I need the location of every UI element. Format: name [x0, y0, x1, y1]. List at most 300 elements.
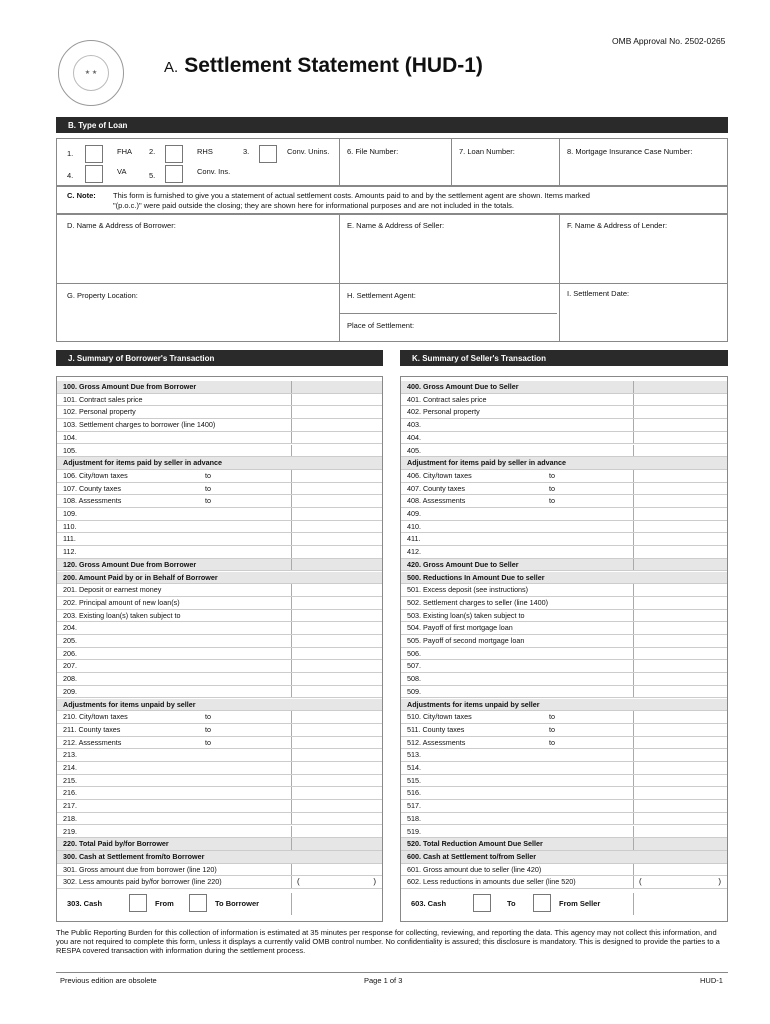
- amount-field[interactable]: [633, 673, 727, 685]
- note-label: C. Note:: [67, 191, 96, 200]
- opt2-num: 2.: [149, 147, 156, 156]
- amount-field[interactable]: [633, 622, 727, 634]
- previous-edition: Previous edition are obsolete: [60, 976, 157, 985]
- to-label: to: [549, 712, 555, 722]
- amount-field[interactable]: [291, 432, 382, 444]
- amount-field[interactable]: [291, 508, 382, 520]
- line-item: [57, 737, 382, 750]
- line-item: [401, 660, 727, 673]
- note-box: [56, 186, 728, 214]
- conv-unins-label: Conv. Unins.: [287, 147, 330, 156]
- to-label: to: [549, 724, 555, 734]
- line-item: [57, 673, 382, 686]
- title-text: Settlement Statement (HUD-1): [184, 54, 483, 77]
- line-item: [57, 610, 382, 623]
- section-b-bar: B. Type of Loan: [56, 117, 728, 133]
- amount-field[interactable]: [633, 724, 727, 736]
- line-item: [401, 686, 727, 699]
- loan-number-field[interactable]: 7. Loan Number:: [459, 147, 515, 156]
- line-item: [57, 495, 382, 508]
- amount-field[interactable]: [633, 660, 727, 672]
- line-item: [401, 737, 727, 750]
- line-item-label: 206.: [63, 648, 77, 658]
- line-item-label: 404.: [407, 432, 421, 442]
- line-item: [401, 864, 727, 877]
- amount-field[interactable]: [291, 826, 382, 838]
- amount-field[interactable]: [291, 622, 382, 634]
- amount-field[interactable]: [291, 584, 382, 596]
- amount-field[interactable]: [633, 521, 727, 533]
- paren-open: (: [639, 877, 642, 887]
- line-item: [57, 546, 382, 559]
- borrower-summary-table: [56, 376, 383, 922]
- line-item: [401, 445, 727, 458]
- line-item: [57, 521, 382, 534]
- omb-approval: OMB Approval No. 2502-0265: [612, 36, 726, 46]
- amount-field[interactable]: [291, 381, 382, 393]
- amount-field[interactable]: [633, 483, 727, 495]
- line-item-label: 601. Gross amount due to seller (line 420): [407, 864, 542, 874]
- line-item-label: 218.: [63, 813, 77, 823]
- amount-field[interactable]: [633, 533, 727, 545]
- line-item-label: 100. Gross Amount Due from Borrower: [63, 382, 197, 391]
- line-item-label: 214.: [63, 763, 77, 772]
- line-item: [57, 432, 382, 445]
- line-item-label: 109.: [63, 509, 77, 518]
- cash-row: [401, 893, 727, 915]
- paren-open: (: [297, 877, 300, 887]
- note-line1: This form is furnished to give you a statement of actual settlement costs. Amounts paid to and by the settlement agent are shown. Items marked: [113, 191, 590, 200]
- line-item-label: 406. City/town taxes: [407, 470, 472, 480]
- cash-amount-field[interactable]: [633, 893, 727, 915]
- amount-field[interactable]: [633, 406, 727, 418]
- line-item: [57, 584, 382, 597]
- line-item-label: 301. Gross amount due from borrower (line 120): [63, 864, 217, 874]
- line-item: [401, 622, 727, 635]
- amount-field[interactable]: [291, 762, 382, 774]
- amount-field[interactable]: [291, 648, 382, 660]
- line-item-label: 410.: [407, 521, 421, 531]
- line-item: [57, 635, 382, 648]
- line-item-label: 510. City/town taxes: [407, 712, 472, 722]
- line-item-label: 112.: [63, 547, 77, 557]
- form-id: HUD-1: [700, 976, 723, 985]
- line-item-label: 506.: [407, 648, 421, 658]
- line-item-label: 600. Cash at Settlement to/from Seller: [407, 851, 537, 861]
- amount-field[interactable]: [633, 470, 727, 482]
- line-item: [401, 813, 727, 826]
- amount-field[interactable]: [633, 394, 727, 406]
- borrower-summary-bar: J. Summary of Borrower's Transaction: [56, 350, 383, 366]
- amount-field[interactable]: [291, 521, 382, 533]
- amount-field[interactable]: [291, 546, 382, 558]
- amount-field[interactable]: [633, 864, 727, 876]
- amount-field[interactable]: [291, 813, 382, 825]
- amount-field[interactable]: [633, 597, 727, 609]
- line-item-label: 408. Assessments: [407, 496, 466, 506]
- line-item-label: 515.: [407, 775, 421, 785]
- line-item: [401, 495, 727, 508]
- line-item-label: 517.: [407, 801, 421, 811]
- line-item-label: 108. Assessments: [63, 496, 122, 506]
- amount-field[interactable]: [633, 508, 727, 520]
- line-item: [401, 572, 727, 585]
- amount-field[interactable]: [633, 762, 727, 774]
- line-item-label: Adjustments for items unpaid by seller: [63, 699, 196, 709]
- line-item: [401, 406, 727, 419]
- note-line2: "(p.o.c.)" were paid outside the closing; they are shown here for informational purposes and are not included in the totals.: [113, 201, 514, 210]
- line-item-label: 412.: [407, 547, 421, 557]
- cash-amount-field[interactable]: [291, 893, 382, 915]
- seller-summary-table: [400, 376, 728, 922]
- line-item: [401, 749, 727, 762]
- conv-ins-checkbox[interactable]: [165, 165, 183, 183]
- page-number: Page 1 of 3: [364, 976, 403, 985]
- amount-field[interactable]: [633, 432, 727, 444]
- amount-field[interactable]: [291, 711, 382, 723]
- line-item-label: 407. County taxes: [407, 483, 465, 493]
- line-item-label: 516.: [407, 788, 421, 798]
- parties-box: [56, 214, 728, 342]
- line-item: [401, 597, 727, 610]
- amount-field[interactable]: [291, 406, 382, 418]
- amount-field[interactable]: [291, 419, 382, 431]
- amount-field[interactable]: [291, 876, 382, 888]
- line-item: [57, 699, 382, 712]
- line-item-label: 401. Contract sales price: [407, 394, 487, 404]
- line-item-label: 213.: [63, 750, 77, 760]
- line-item: [57, 381, 382, 394]
- line-item-label: Adjustments for items unpaid by seller: [407, 699, 540, 709]
- to-borrower-label: To Borrower: [215, 899, 260, 908]
- line-item-label: Adjustment for items paid by seller in advance: [63, 458, 222, 468]
- line-item-label: 602. Less reductions in amounts due seller (line 520): [407, 877, 576, 887]
- line-item: [57, 445, 382, 458]
- line-item: [401, 775, 727, 788]
- place-of-settlement-field[interactable]: Place of Settlement:: [347, 321, 415, 330]
- line-item: [57, 508, 382, 521]
- to-label: To: [507, 899, 516, 908]
- line-item-label: 209.: [63, 686, 77, 696]
- conv-unins-checkbox[interactable]: [259, 145, 277, 163]
- amount-field[interactable]: [633, 838, 727, 850]
- line-item-label: 106. City/town taxes: [63, 470, 128, 480]
- amount-field[interactable]: [633, 635, 727, 647]
- line-item-label: 110.: [63, 521, 77, 531]
- to-label: to: [205, 724, 211, 734]
- amount-field[interactable]: [291, 394, 382, 406]
- cash-to-checkbox[interactable]: [189, 894, 207, 912]
- line-item-label: 211. County taxes: [63, 724, 121, 734]
- amount-field[interactable]: [633, 559, 727, 571]
- line-item: [57, 660, 382, 673]
- line-item-label: 403.: [407, 420, 421, 430]
- paren-close: ): [373, 877, 376, 887]
- line-item-label: 202. Principal amount of new loan(s): [63, 597, 180, 607]
- to-label: to: [549, 737, 555, 747]
- line-item-label: 512. Assessments: [407, 737, 466, 747]
- line-item-label: 509.: [407, 686, 421, 696]
- cash-label: 603. Cash: [411, 899, 447, 908]
- fha-label: FHA: [117, 147, 132, 156]
- line-item-label: 405.: [407, 445, 421, 455]
- line-item: [401, 711, 727, 724]
- amount-field[interactable]: [633, 749, 727, 761]
- amount-field[interactable]: [633, 775, 727, 787]
- line-item-label: 400. Gross Amount Due to Seller: [407, 382, 519, 391]
- line-item: [401, 457, 727, 470]
- line-item: [401, 610, 727, 623]
- amount-field[interactable]: [291, 800, 382, 812]
- line-item: [401, 559, 727, 572]
- va-checkbox[interactable]: [85, 165, 103, 183]
- amount-field[interactable]: [633, 800, 727, 812]
- cash-to-checkbox[interactable]: [473, 894, 491, 912]
- amount-field[interactable]: [633, 610, 727, 622]
- opt5-num: 5.: [149, 171, 156, 180]
- line-item-label: 220. Total Paid by/for Borrower: [63, 839, 169, 849]
- to-label: to: [205, 470, 211, 480]
- line-item-label: 200. Amount Paid by or in Behalf of Borrower: [63, 572, 218, 582]
- amount-field[interactable]: [633, 584, 727, 596]
- amount-field[interactable]: [291, 724, 382, 736]
- amount-field[interactable]: [291, 445, 382, 457]
- line-item-label: 203. Existing loan(s) taken subject to: [63, 610, 181, 620]
- line-item-label: 302. Less amounts paid by/for borrower (line 220): [63, 877, 222, 887]
- line-item-label: 519.: [407, 826, 421, 836]
- line-item: [57, 864, 382, 877]
- amount-field[interactable]: [291, 838, 382, 850]
- line-item: [57, 800, 382, 813]
- opt4-num: 4.: [67, 171, 74, 180]
- rhs-label: RHS: [197, 147, 213, 156]
- borrower-field[interactable]: D. Name & Address of Borrower:: [67, 221, 176, 230]
- line-item-label: 103. Settlement charges to borrower (line 1400): [63, 420, 216, 430]
- amount-field[interactable]: [291, 737, 382, 749]
- line-item: [401, 533, 727, 546]
- line-item: [401, 800, 727, 813]
- line-item-label: 504. Payoff of first mortgage loan: [407, 623, 513, 633]
- to-label: to: [205, 712, 211, 722]
- amount-field[interactable]: [633, 787, 727, 799]
- amount-field[interactable]: [633, 419, 727, 431]
- amount-field[interactable]: [291, 483, 382, 495]
- line-item: [401, 394, 727, 407]
- line-item-label: 219.: [63, 826, 77, 836]
- line-item: [57, 648, 382, 661]
- to-label: to: [549, 470, 555, 480]
- line-item-label: 402. Personal property: [407, 407, 480, 417]
- va-label: VA: [117, 167, 127, 176]
- amount-field[interactable]: [291, 749, 382, 761]
- cash-from-checkbox[interactable]: [533, 894, 551, 912]
- line-item-label: 503. Existing loan(s) taken subject to: [407, 610, 525, 620]
- amount-field[interactable]: [291, 775, 382, 787]
- line-item: [57, 762, 382, 775]
- amount-field[interactable]: [291, 686, 382, 698]
- line-item-label: 210. City/town taxes: [63, 712, 128, 722]
- amount-field[interactable]: [291, 635, 382, 647]
- line-item: [401, 432, 727, 445]
- lender-field[interactable]: F. Name & Address of Lender:: [567, 221, 668, 230]
- hud-seal-logo: [58, 40, 124, 106]
- amount-field[interactable]: [633, 711, 727, 723]
- line-item: [57, 533, 382, 546]
- seal-icon: ★ ★: [73, 55, 109, 91]
- page-title: [164, 54, 483, 78]
- loan-type-box: [56, 138, 728, 186]
- seller-summary-bar: K. Summary of Seller's Transaction: [400, 350, 728, 366]
- line-item-label: 212. Assessments: [63, 737, 122, 747]
- settlement-agent-field[interactable]: H. Settlement Agent:: [347, 291, 416, 300]
- seller-field[interactable]: E. Name & Address of Seller:: [347, 221, 445, 230]
- line-item-label: 513.: [407, 750, 421, 760]
- line-item-label: 207.: [63, 661, 77, 671]
- to-label: to: [205, 496, 211, 506]
- line-item-label: 411.: [407, 534, 421, 544]
- amount-field[interactable]: [633, 737, 727, 749]
- line-item: [57, 838, 382, 851]
- line-item: [401, 584, 727, 597]
- line-item-label: 111.: [63, 534, 76, 544]
- amount-field[interactable]: [633, 648, 727, 660]
- line-item: [401, 851, 727, 864]
- line-item: [57, 711, 382, 724]
- line-item: [401, 826, 727, 839]
- amount-field[interactable]: [291, 864, 382, 876]
- amount-field[interactable]: [633, 495, 727, 507]
- line-item: [401, 762, 727, 775]
- amount-field[interactable]: [291, 597, 382, 609]
- line-item: [57, 483, 382, 496]
- line-item: [57, 813, 382, 826]
- amount-field[interactable]: [633, 546, 727, 558]
- opt3-num: 3.: [243, 147, 250, 156]
- line-item-label: 204.: [63, 623, 77, 633]
- line-item-label: 215.: [63, 775, 77, 785]
- line-item-label: Adjustment for items paid by seller in advance: [407, 458, 566, 468]
- line-item: [57, 826, 382, 839]
- amount-field[interactable]: [633, 826, 727, 838]
- amount-field[interactable]: [291, 660, 382, 672]
- line-item-label: 101. Contract sales price: [63, 394, 143, 404]
- fha-checkbox[interactable]: [85, 145, 103, 163]
- amount-field[interactable]: [291, 610, 382, 622]
- amount-field[interactable]: [291, 787, 382, 799]
- line-item: [401, 470, 727, 483]
- line-item: [57, 724, 382, 737]
- from-label: From: [155, 899, 174, 908]
- line-item-label: 216.: [63, 788, 77, 798]
- line-item: [401, 699, 727, 712]
- line-item-label: 201. Deposit or earnest money: [63, 585, 162, 595]
- rhs-checkbox[interactable]: [165, 145, 183, 163]
- opt1-num: 1.: [67, 149, 74, 158]
- line-item-label: 120. Gross Amount Due from Borrower: [63, 559, 197, 569]
- conv-ins-label: Conv. Ins.: [197, 167, 231, 176]
- line-item: [401, 787, 727, 800]
- cash-from-checkbox[interactable]: [129, 894, 147, 912]
- burden-statement: The Public Reporting Burden for this collection of information is estimated at 35 minutes per response for collecting, reviewing, and reporting the data. This agency may not collect this information, and you are not required to complete this form, unless it displays a currently valid OMB control number. No confidentiality is assured; this disclosure is mandatory. This is designed to provide the parties to a RESPA covered transaction with information during the settlement process.: [56, 928, 720, 955]
- line-item: [401, 724, 727, 737]
- amount-field[interactable]: [291, 470, 382, 482]
- line-item: [57, 419, 382, 432]
- line-item: [401, 546, 727, 559]
- to-label: to: [205, 737, 211, 747]
- amount-field[interactable]: [633, 381, 727, 393]
- amount-field[interactable]: [633, 813, 727, 825]
- paren-close: ): [718, 877, 721, 887]
- line-item: [57, 470, 382, 483]
- amount-field[interactable]: [291, 495, 382, 507]
- to-label: to: [549, 496, 555, 506]
- to-label: to: [205, 483, 211, 493]
- line-item: [401, 648, 727, 661]
- line-item-label: 520. Total Reduction Amount Due Seller: [407, 839, 543, 849]
- line-item-label: 300. Cash at Settlement from/to Borrower: [63, 851, 205, 861]
- line-item-label: 505. Payoff of second mortgage loan: [407, 636, 525, 645]
- line-item-label: 507.: [407, 661, 421, 671]
- line-item: [401, 635, 727, 648]
- line-item-label: 107. County taxes: [63, 483, 121, 493]
- line-item: [401, 381, 727, 394]
- line-item: [401, 508, 727, 521]
- line-item: [57, 559, 382, 572]
- line-item-label: 105.: [63, 445, 77, 455]
- line-item-label: 409.: [407, 509, 421, 518]
- line-item: [57, 749, 382, 762]
- line-item: [57, 775, 382, 788]
- line-item-label: 420. Gross Amount Due to Seller: [407, 559, 519, 569]
- line-item-label: 508.: [407, 674, 421, 684]
- property-location-field[interactable]: G. Property Location:: [67, 291, 138, 300]
- amount-field[interactable]: [291, 673, 382, 685]
- amount-field[interactable]: [291, 559, 382, 571]
- line-item: [57, 787, 382, 800]
- line-item: [401, 838, 727, 851]
- line-item: [57, 406, 382, 419]
- from-seller-label: From Seller: [559, 899, 601, 908]
- line-item-label: 500. Reductions In Amount Due to seller: [407, 572, 545, 582]
- line-item-label: 208.: [63, 674, 77, 684]
- line-item-label: 104.: [63, 432, 77, 442]
- line-item: [401, 521, 727, 534]
- line-item-label: 501. Excess deposit (see instructions): [407, 585, 529, 595]
- amount-field[interactable]: [291, 533, 382, 545]
- line-item-label: 217.: [63, 801, 77, 811]
- to-label: to: [549, 483, 555, 493]
- title-prefix: A.: [164, 59, 179, 76]
- line-item: [57, 597, 382, 610]
- amount-field[interactable]: [633, 876, 727, 888]
- line-item-label: 514.: [407, 763, 421, 772]
- amount-field[interactable]: [633, 445, 727, 457]
- file-number-field[interactable]: 6. File Number:: [347, 147, 399, 156]
- amount-field[interactable]: [633, 686, 727, 698]
- mortgage-case-field[interactable]: 8. Mortgage Insurance Case Number:: [567, 147, 693, 156]
- cash-label: 303. Cash: [67, 899, 103, 908]
- line-item-label: 205.: [63, 636, 77, 645]
- line-item: [57, 457, 382, 470]
- line-item-label: 102. Personal property: [63, 407, 136, 417]
- settlement-date-field[interactable]: I. Settlement Date:: [567, 289, 630, 298]
- line-item: [401, 876, 727, 889]
- line-item-label: 511. County taxes: [407, 724, 465, 734]
- line-item: [57, 622, 382, 635]
- line-item: [57, 394, 382, 407]
- line-item: [57, 876, 382, 889]
- line-item: [57, 851, 382, 864]
